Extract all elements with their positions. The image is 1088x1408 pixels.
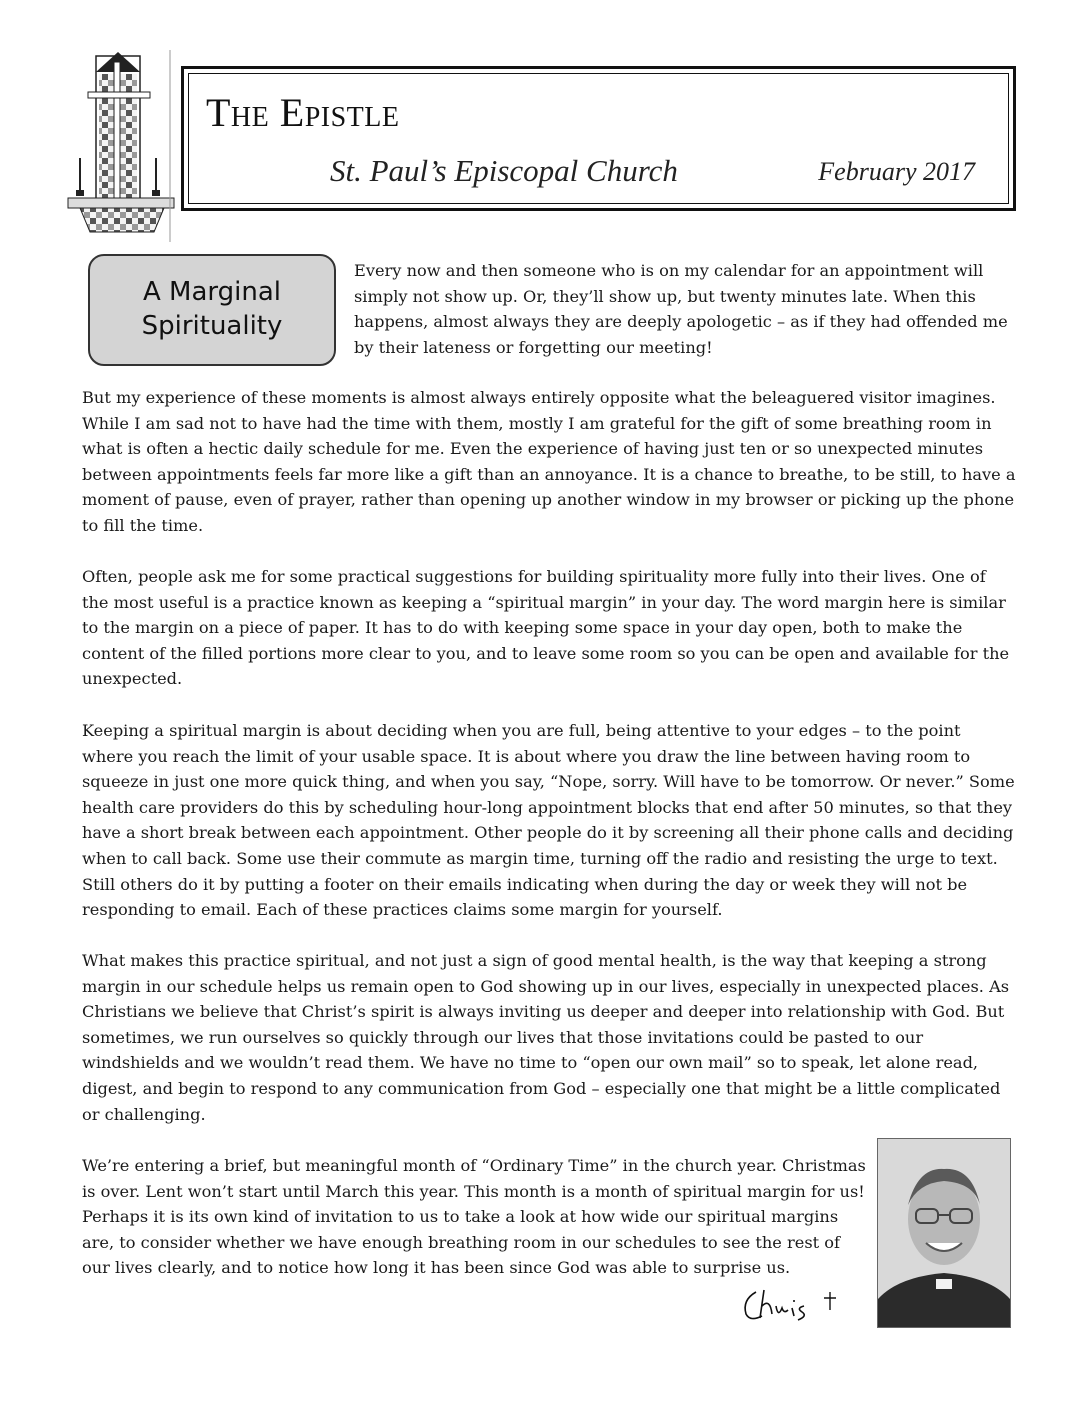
article-paragraph-2: Often, people ask me for some practical suggestions for building spirituality more fully into their lives. One of the most useful is a practice known as keeping a “spiritual margin” in your day. The word margin here is similar to the margin on a piece of paper. It has to do with keeping some space in your day open, both to make the content of the filled portions more clear to you, and to leave some room so you can be open and available for the unexpected. xyxy=(82,567,1010,689)
article-title-line-1: A Marginal xyxy=(142,277,281,308)
issue-date: February 2017 xyxy=(818,157,975,186)
article-lead-paragraph: Every now and then someone who is on my calendar for an appointment will simply not show up. Or, they’ll show up, but twenty minutes late. When this happens, almost always they are deeply apologetic – as if they had offended me by their lateness or forgetting our meeting! xyxy=(354,261,1008,357)
article-paragraph-3: Keeping a spiritual margin is about deciding when you are full, being attentive to your edges – to the point where you reach the limit of your usable space. It is about where you draw the line between having room to squeeze in just one more quick thing, and when you say, “Nope, sorry. Will have to be tomorrow. Or never.” Some health care providers do this by scheduling hour-long appointment blocks that end after 50 minutes, so that they have a short break between each appointment. Other people do it by screening all their phone calls and deciding when to call back. Some use their commute as margin time, turning off the radio and resisting the urge to text. Still others do it by putting a footer on their emails indicating when during the day or week they will not be responding to email. Each of these practices claims some margin for yourself. xyxy=(82,721,1015,920)
article-paragraph-4: What makes this practice spiritual, and not just a sign of good mental health, is the way that keeping a strong margin in our schedule helps us remain open to God showing up in our lives, especially in unexpected places. As Christians we believe that Christ’s spirit is always inviting us deeper and deeper into relationship with God. But sometimes, we run ourselves so quickly through our lives that those invitations could be pasted to our windshields and we wouldn’t read them. We have no time to “open our own mail” so to speak, let alone read, digest, and begin to respond to any communication from God – especially one that might be a little complicated or challenging. xyxy=(82,951,1010,1124)
article-title-line-2: Spirituality xyxy=(141,311,283,341)
church-window-logo-icon xyxy=(66,50,178,242)
article-paragraph-1: But my experience of these moments is almost always entirely opposite what the beleaguered visitor imagines. While I am sad not to have had the time with them, mostly I am grateful for the gift of some breathing room in what is often a hectic daily schedule for me. Even the experience of having just ten or so unexpected minutes between appointments feels far more like a gift than an annoyance. It is a chance to breathe, to be still, to have a moment of pause, even of prayer, rather than opening up another window in my browser or picking up the phone to fill the time. xyxy=(82,388,1016,535)
article-title-callout xyxy=(88,254,336,366)
church-name: St. Paul’s Episcopal Church xyxy=(330,153,678,188)
masthead xyxy=(181,66,1016,211)
author-signature xyxy=(738,1284,848,1324)
author-photo xyxy=(877,1138,1011,1328)
article-paragraph-5: We’re entering a brief, but meaningful month of “Ordinary Time” in the church year. Christmas is over. Lent won’t start until March this year. This month is a month of spiritual margin for us! Perhaps it is its own kind of invitation to us to take a look at how wide our spiritual margins are, to consider whether we have enough breathing room in our schedules to see the rest of our lives clearly, and to notice how long it has been since God was able to surprise us. xyxy=(82,1156,866,1278)
newsletter-title: The Epistle xyxy=(206,90,400,135)
